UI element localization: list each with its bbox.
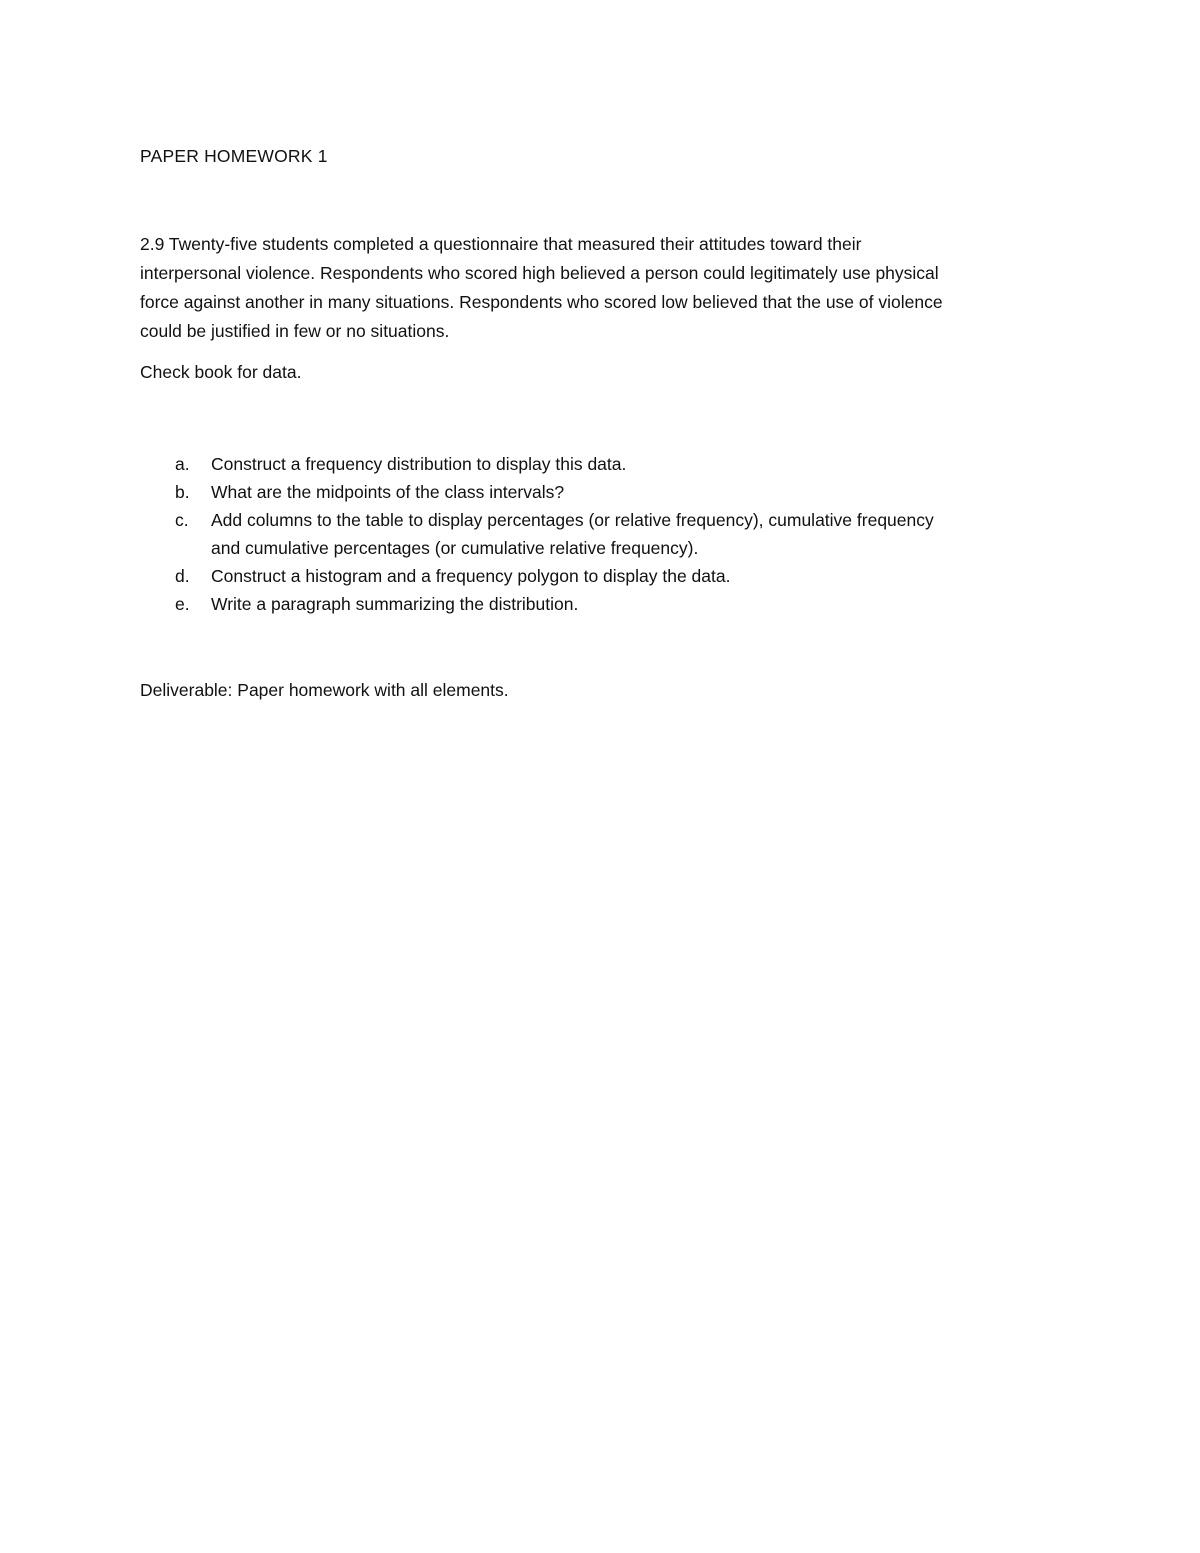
- task-text-continuation: and cumulative percentages (or cumulative relative frequency).: [211, 538, 699, 558]
- task-item-b: [140, 478, 1060, 506]
- task-text: What are the midpoints of the class intervals?: [211, 482, 565, 502]
- problem-paragraph: [140, 230, 1060, 346]
- task-marker: b.: [175, 482, 190, 502]
- task-marker: c.: [175, 510, 189, 530]
- document-title: PAPER HOMEWORK 1: [140, 146, 328, 166]
- problem-line: interpersonal violence. Respondents who scored high believed a person could legitimately use physical: [140, 263, 939, 283]
- task-marker: a.: [175, 454, 190, 474]
- data-note: Check book for data.: [140, 362, 302, 382]
- task-item-a: [140, 450, 1060, 478]
- task-marker: e.: [175, 594, 190, 614]
- problem-line: force against another in many situations. Respondents who scored low believed that the use of violence: [140, 292, 943, 312]
- problem-line: could be justified in few or no situations.: [140, 321, 450, 341]
- task-item-c: [140, 506, 1060, 562]
- task-marker: d.: [175, 566, 190, 586]
- task-text: Add columns to the table to display percentages (or relative frequency), cumulative frequency: [211, 510, 934, 530]
- task-text: Construct a frequency distribution to display this data.: [211, 454, 627, 474]
- deliverable-line: Deliverable: Paper homework with all elements.: [140, 680, 509, 700]
- task-text: Write a paragraph summarizing the distribution.: [211, 594, 579, 614]
- task-item-d: [140, 562, 1060, 590]
- task-item-e: [140, 590, 1060, 618]
- task-text: Construct a histogram and a frequency polygon to display the data.: [211, 566, 731, 586]
- problem-line: 2.9 Twenty-five students completed a questionnaire that measured their attitudes toward their: [140, 234, 862, 254]
- task-list: [140, 450, 1060, 618]
